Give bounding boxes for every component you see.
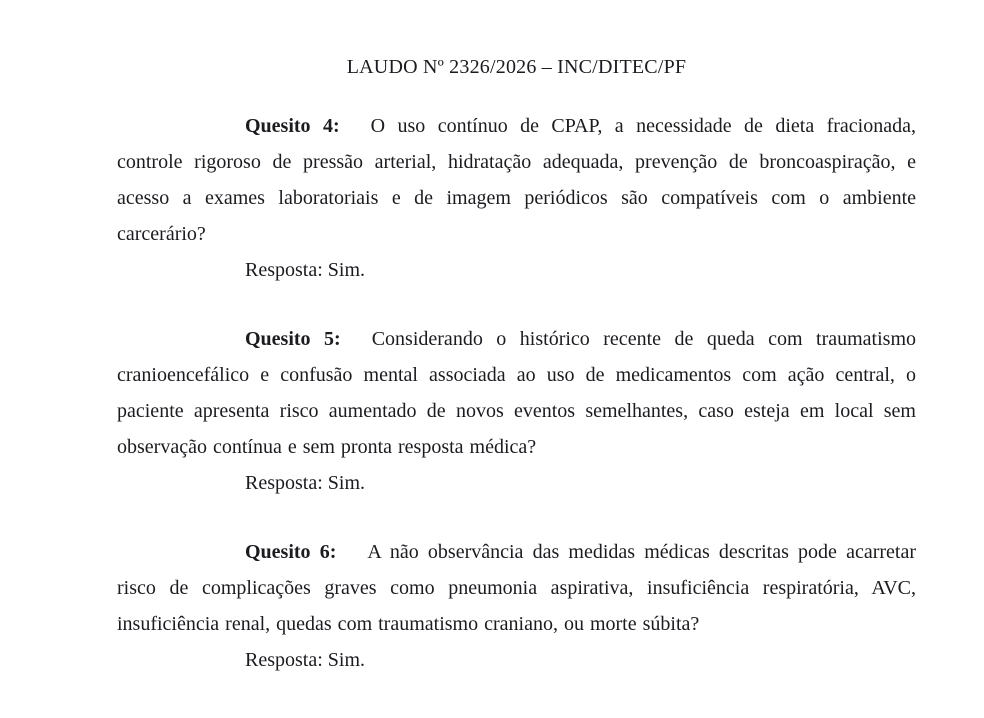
quesito-6-question-text: A não observância das medidas médicas descritas pode acarretar risco de complicações graves como pneumonia aspirativa, insuficiência respiratória, AVC, insuficiência renal, quedas com traumatismo craniano, ou morte súbita? bbox=[117, 541, 917, 635]
quesito-4-question bbox=[117, 108, 916, 252]
quesito-6-answer: Resposta: Sim. bbox=[245, 649, 366, 671]
document-title: LAUDO Nº 2326/2026 – INC/DITEC/PF bbox=[346, 56, 687, 78]
quesito-6-label: Quesito 6: bbox=[245, 541, 337, 563]
quesito-5-answer: Resposta: Sim. bbox=[245, 472, 366, 494]
quesito-6-block bbox=[117, 534, 916, 678]
quesito-5-question-text: Considerando o histórico recente de queda com traumatismo cranioencefálico e confusão mental associada ao uso de medicamentos com ação central, o paciente apresenta risco aumentado de novos eventos semelhantes, caso esteja em local sem observação contínua e sem pronta resposta médica? bbox=[117, 328, 917, 458]
quesito-4-question-text: O uso contínuo de CPAP, a necessidade de dieta fracionada, controle rigoroso de pressão arterial, hidratação adequada, prevenção de broncoaspiração, e acesso a exames laboratoriais e de imagem periódicos são compatíveis com o ambiente carcerário? bbox=[117, 115, 916, 245]
quesito-4-block bbox=[117, 108, 916, 288]
quesito-6-question bbox=[117, 534, 916, 642]
quesito-5-block bbox=[117, 321, 916, 501]
quesito-4-label: Quesito 4: bbox=[245, 115, 340, 137]
quesito-5-label: Quesito 5: bbox=[245, 328, 341, 350]
quesito-5-question bbox=[117, 321, 916, 465]
quesito-4-answer: Resposta: Sim. bbox=[245, 259, 366, 281]
